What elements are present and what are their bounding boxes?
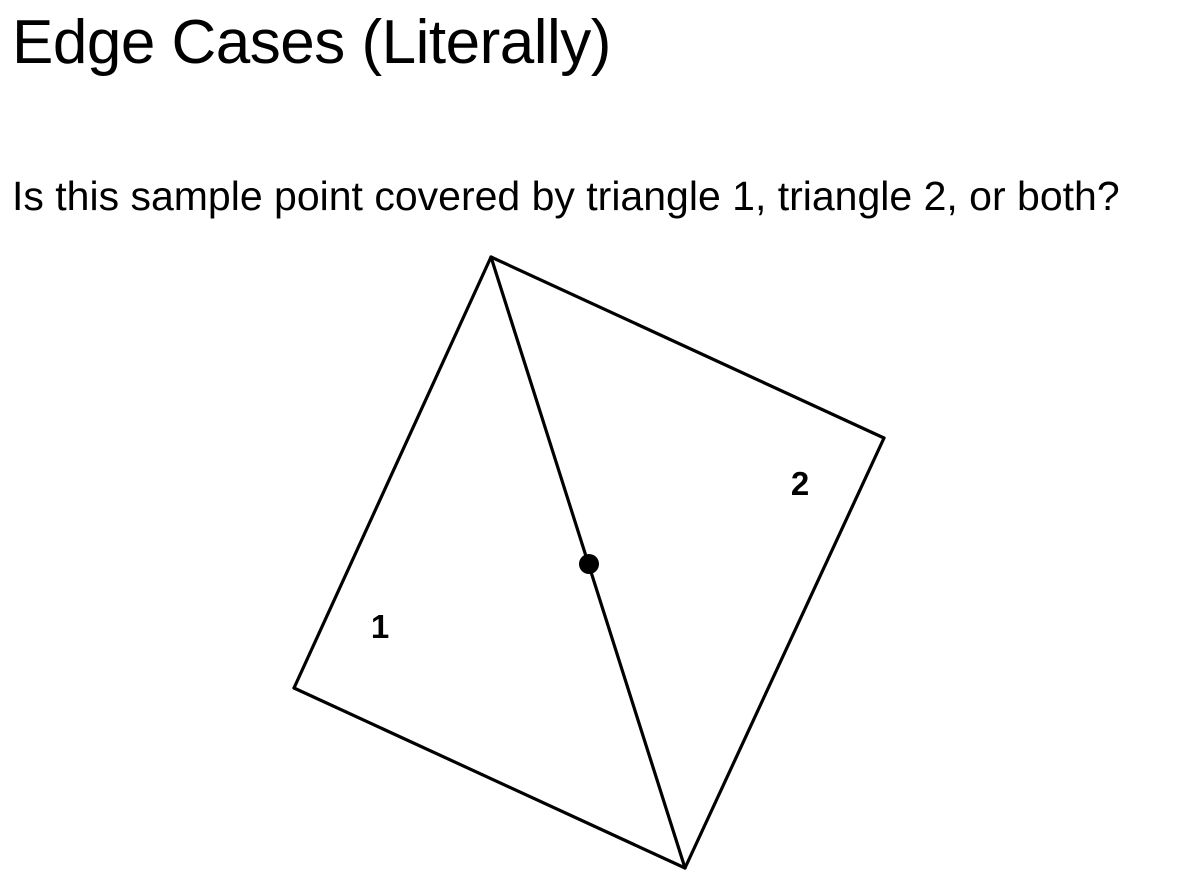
triangle-2-label: 2 <box>790 465 810 502</box>
triangle-2-right-edge <box>685 438 884 868</box>
sample-point <box>579 554 599 574</box>
slide-title: Edge Cases (Literally) <box>12 8 611 77</box>
question-text: Is this sample point covered by triangle 1, triangle 2, or both? <box>12 173 1120 219</box>
triangle-1-bottom-edge <box>294 688 685 868</box>
triangle-2-top-edge <box>491 257 884 438</box>
triangle-1-label: 1 <box>370 608 390 645</box>
triangle-1-left-edge <box>294 257 491 688</box>
